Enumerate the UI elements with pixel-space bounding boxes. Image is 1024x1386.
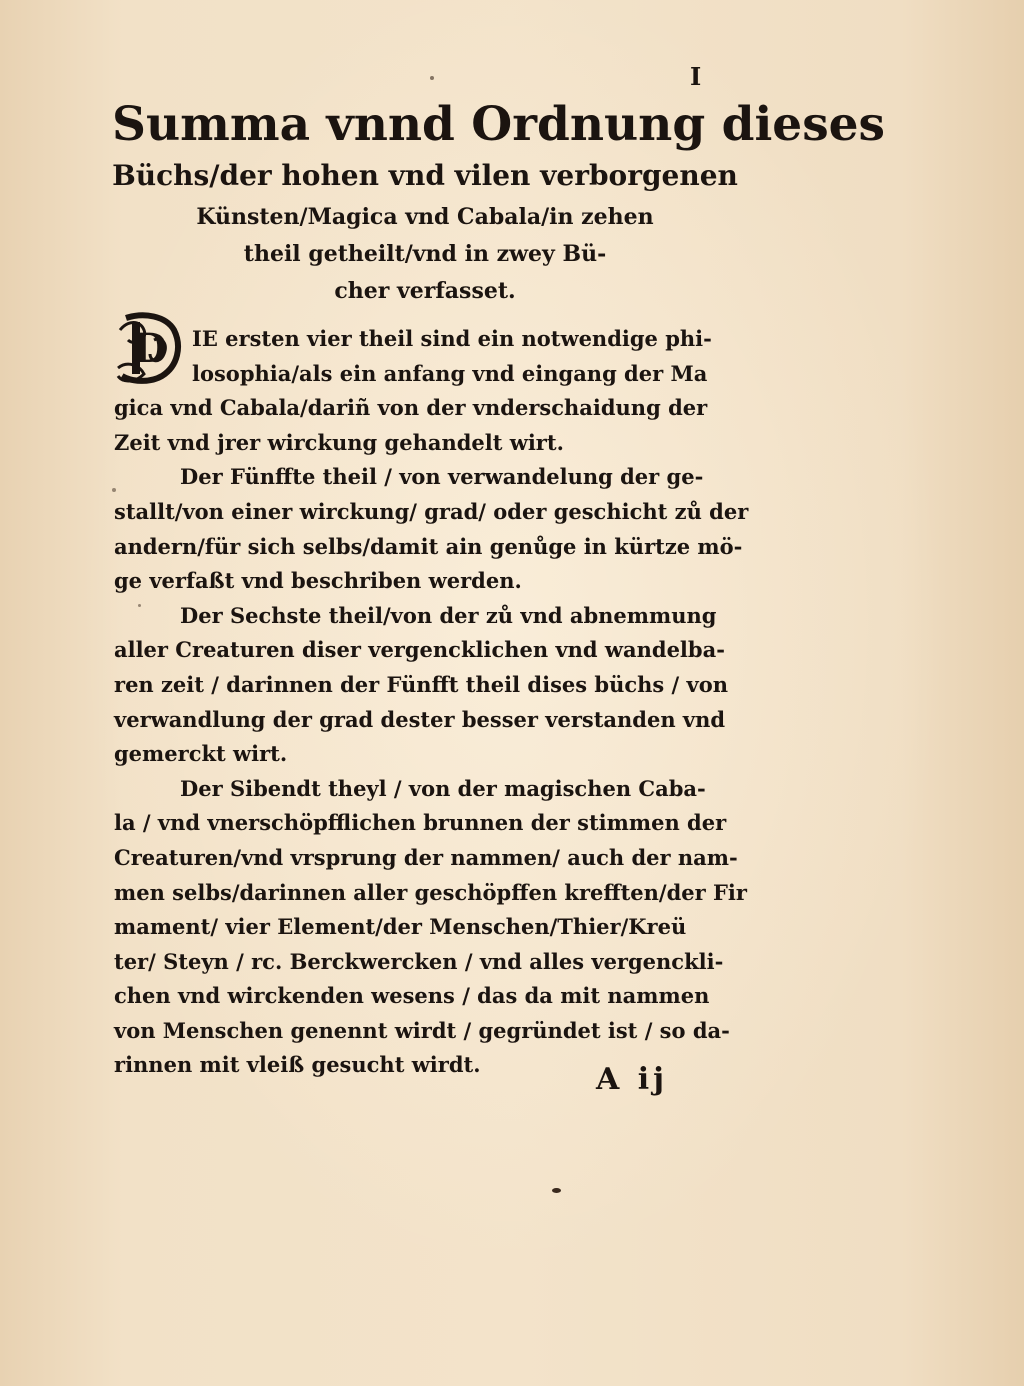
text-line: gemerckt wirt.: [114, 741, 288, 767]
text-line: ge verfaßt vnd beschriben werden.: [114, 568, 522, 594]
heading-line: cher verfasset.: [334, 278, 516, 304]
text-line: ren zeit / darinnen der Fünfft theil dises büchs / von: [114, 671, 728, 697]
folio-number: I: [690, 62, 702, 91]
text-line: gica vnd Cabala/dariñ von der vnderschaidung der: [114, 395, 708, 421]
paragraph: [114, 322, 740, 460]
text-line: mament/ vier Element/der Menschen/Thier/Kreü: [114, 914, 687, 940]
text-line: Zeit vnd jrer wirckung gehandelt wirt.: [114, 429, 564, 455]
chapter-heading: [112, 96, 886, 310]
text-line: stallt/von einer wirckung/ grad/ oder geschicht zů der: [114, 498, 749, 524]
text-line: von Menschen genennt wirdt / gegründet ist / so da-: [114, 1017, 730, 1043]
text-line: rinnen mit vleiß gesucht wirdt.: [114, 1052, 481, 1078]
text-line: andern/für sich selbs/damit ain genůge in kürtze mö-: [114, 533, 743, 559]
text-line: Der Fünffte theil / von verwandelung der ge-: [180, 464, 704, 490]
heading-line: Summa vnnd Ordnung dieses: [112, 97, 886, 152]
text-line: chen vnd wirckenden wesens / das da mit nammen: [114, 983, 710, 1009]
heading-line: theil getheilt/vnd in zwey Bü-: [243, 241, 607, 267]
ink-speck: [138, 604, 141, 607]
ink-speck: [552, 1188, 561, 1193]
heading-line: Künsten/Magica vnd Cabala/in zehen: [196, 204, 654, 230]
paragraph: [114, 772, 747, 1083]
text-line: men selbs/darinnen aller geschöpffen krefften/der Fir: [114, 879, 747, 905]
paragraph: [114, 460, 749, 598]
text-line: Der Sibendt theyl / von der magischen Caba-: [180, 775, 706, 801]
text-line: Der Sechste theil/von der zů vnd abnemmung: [180, 602, 717, 628]
text-line: ter/ Steyn / rc. Berckwercken / vnd alles vergenckli-: [114, 948, 724, 974]
text-line: Creaturen/vnd vrsprung der nammen/ auch der nam-: [114, 844, 738, 870]
dropcap-letter: D: [132, 325, 168, 372]
text-line: IE ersten vier theil sind ein notwendige phi-: [192, 326, 712, 351]
paragraph: [114, 599, 740, 772]
heading-line: Büchs/der hohen vnd vilen verborgenen: [112, 159, 738, 192]
text-line: aller Creaturen diser vergencklichen vnd wandelba-: [114, 637, 725, 663]
signature-mark: A ij: [596, 1062, 668, 1097]
text-line: losophia/als ein anfang vnd eingang der Ma: [192, 360, 708, 386]
text-line: la / vnd vnerschöpfflichen brunnen der stimmen der: [114, 810, 727, 836]
text-line: verwandlung der grad dester besser verstanden vnd: [114, 706, 726, 732]
body-text: [114, 322, 749, 1083]
ink-speck: [112, 488, 116, 492]
ink-speck: [430, 76, 434, 80]
